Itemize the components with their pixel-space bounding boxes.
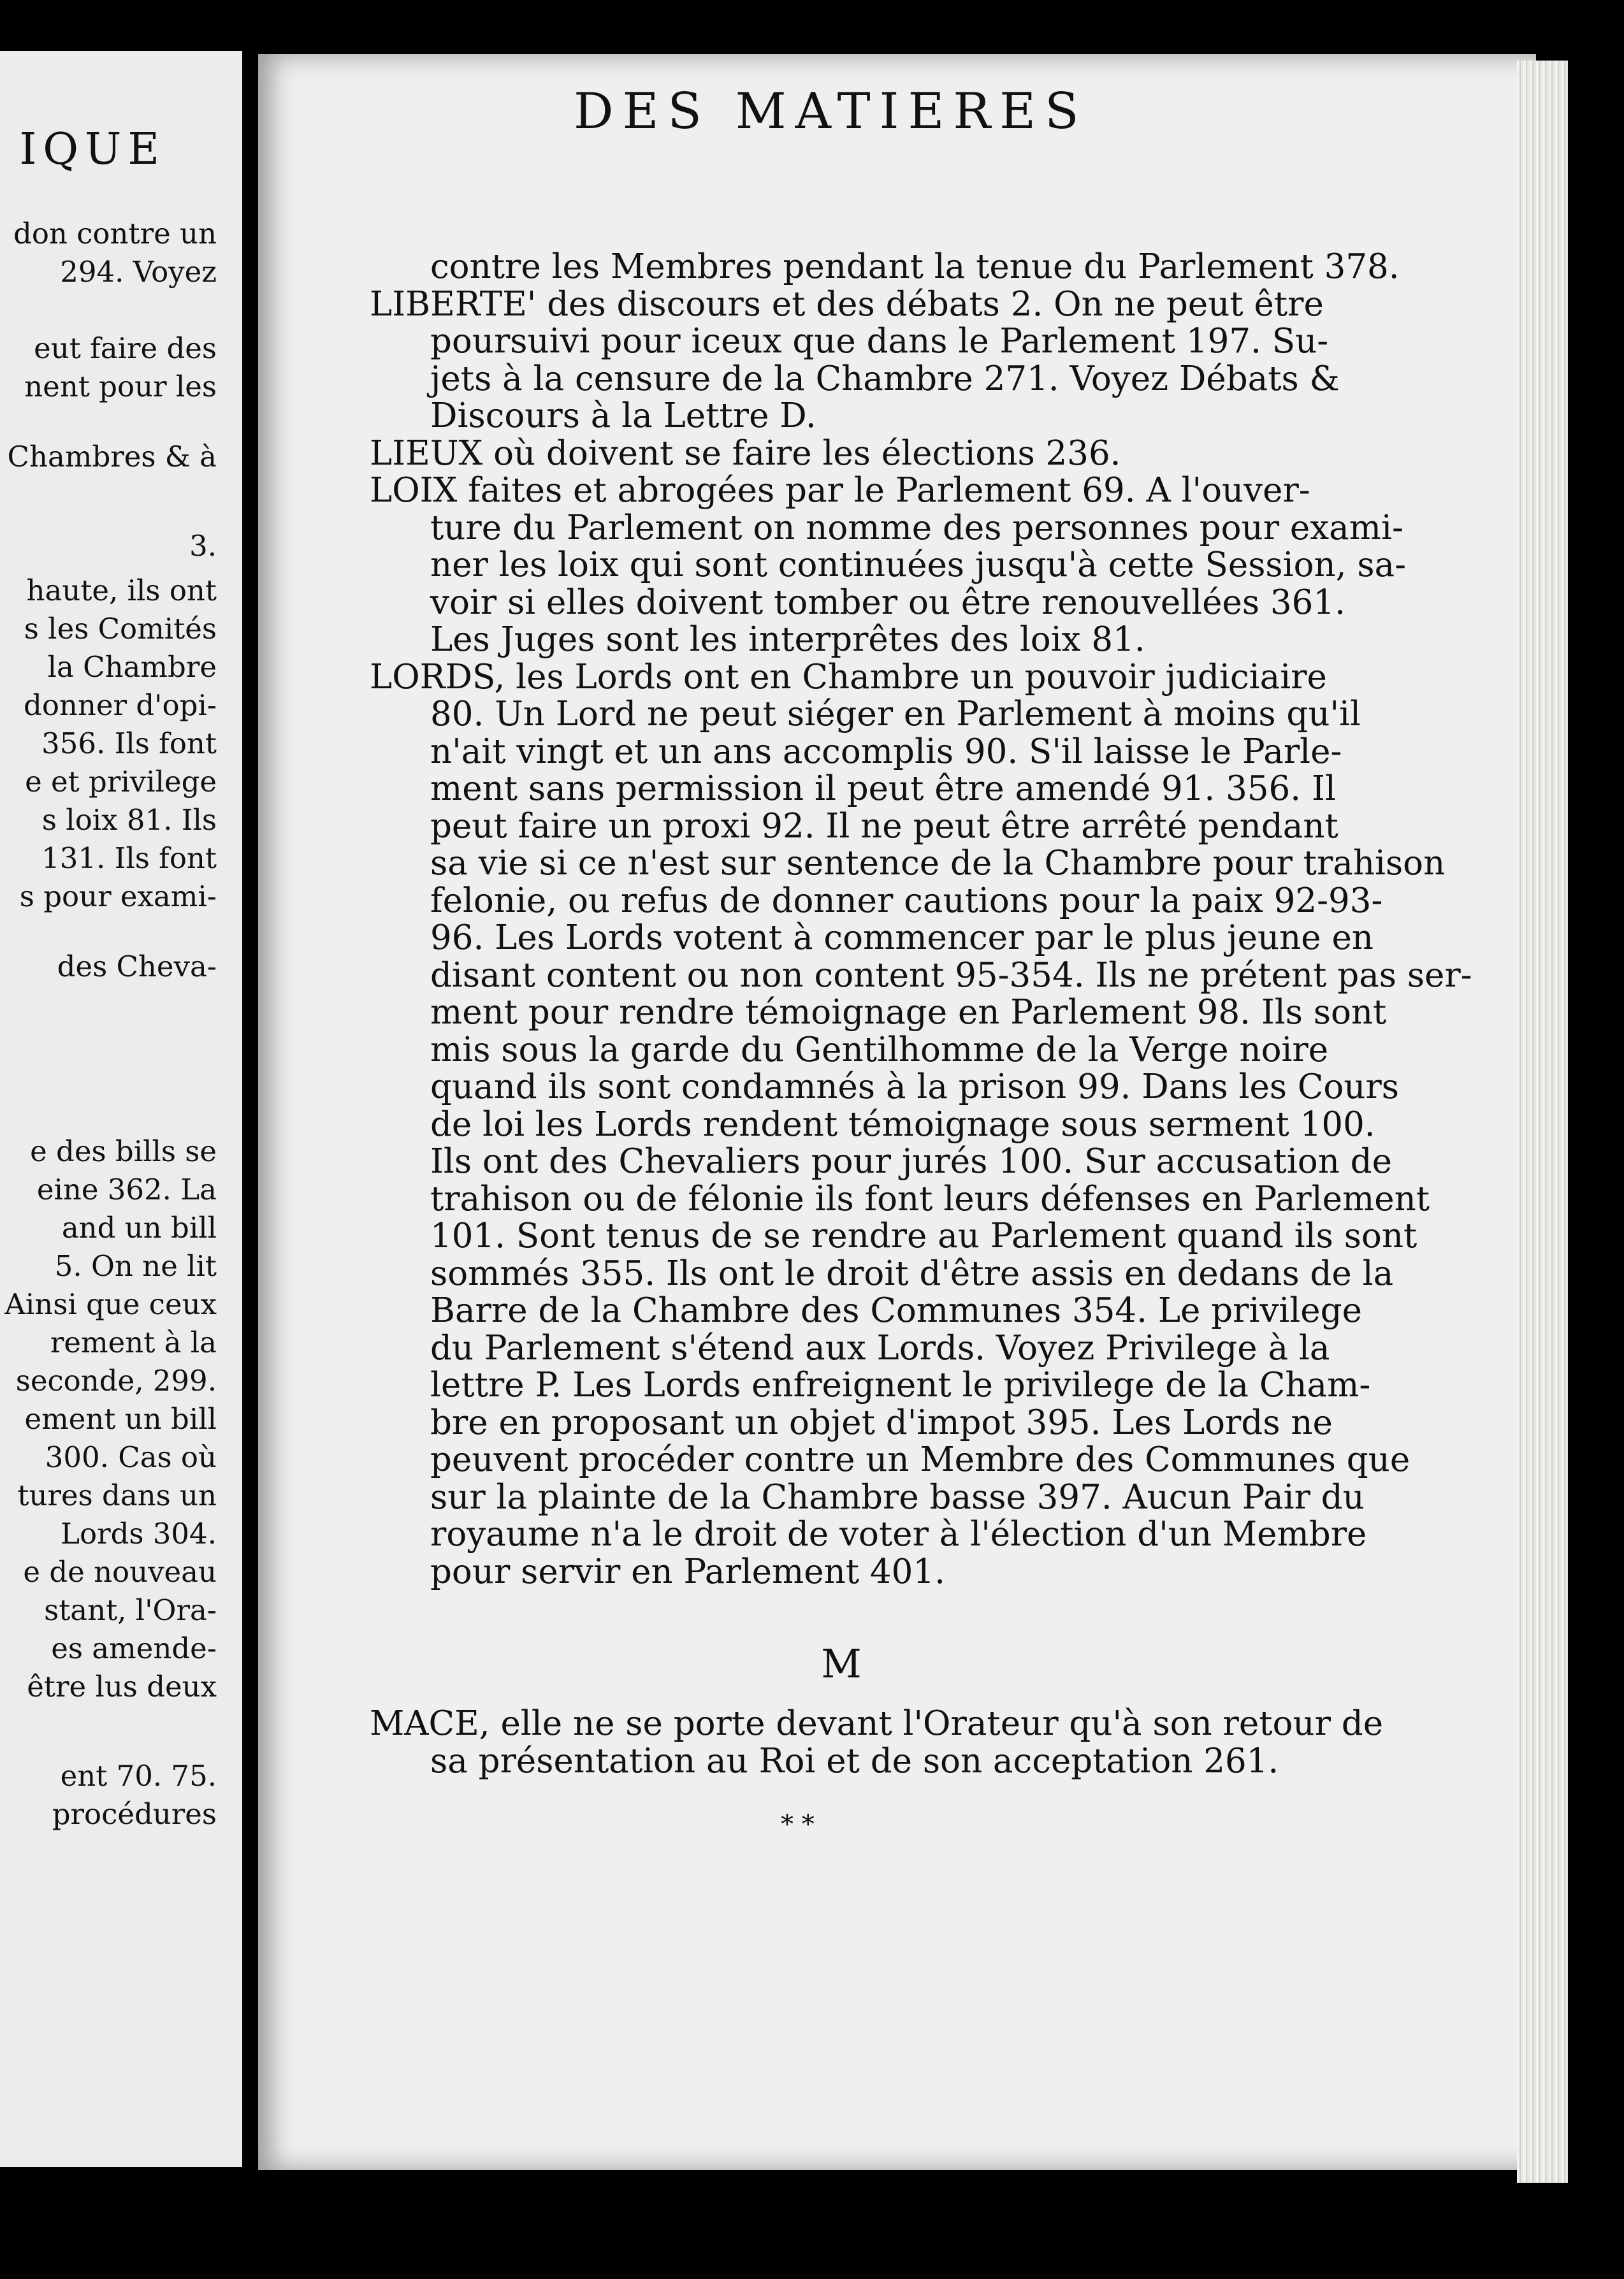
- left-page-line: ement un bill: [24, 1402, 217, 1436]
- entry-line: sa présentation au Roi et de son acceptation 261.: [430, 1741, 1279, 1781]
- entry-line: LORDS, les Lords ont en Chambre un pouvoir judiciaire: [370, 657, 1327, 697]
- left-page-line: Chambres & à: [7, 440, 217, 474]
- entry-line: ner les loix qui sont continuées jusqu'à cette Session, sa-: [430, 546, 1407, 584]
- entry-line: ment pour rendre témoignage en Parlement 98. Ils sont: [430, 993, 1387, 1032]
- entry-line: royaume n'a le droit de voter à l'élection d'un Membre: [430, 1515, 1367, 1554]
- left-page-line: nent pour les: [24, 370, 217, 403]
- page-edges: [1517, 61, 1568, 2183]
- entry-line: peuvent procéder contre un Membre des Communes que: [430, 1440, 1410, 1479]
- entry-line: peut faire un proxi 92. Il ne peut être arrêté pendant: [430, 806, 1338, 846]
- left-page-line: 300. Cas où: [45, 1440, 217, 1474]
- left-page-line: procédures: [52, 1797, 217, 1831]
- entry-line: lettre P. Les Lords enfreignent le privilege de la Cham-: [430, 1366, 1371, 1405]
- entry-line: LOIX faites et abrogées par le Parlement 69. A l'ouver-: [370, 471, 1310, 510]
- left-page-line: 5. On ne lit: [54, 1249, 217, 1283]
- left-page: [0, 51, 242, 2167]
- entry-line: sommés 355. Ils ont le droit d'être assis en dedans de la: [430, 1254, 1394, 1293]
- left-page-line: 356. Ils font: [41, 727, 217, 760]
- entry-line: 101. Sont tenus de se rendre au Parlement quand ils sont: [430, 1217, 1417, 1255]
- left-page-line: seconde, 299.: [15, 1364, 217, 1398]
- left-page-line: s loix 81. Ils: [41, 803, 217, 837]
- left-page-line: haute, ils ont: [26, 574, 217, 607]
- entry-lieux: [370, 435, 1313, 473]
- left-page-line: rement à la: [50, 1326, 217, 1359]
- left-page-line: don contre un: [13, 217, 217, 250]
- entry-line: n'ait vingt et un ans accomplis 90. S'il laisse le Parle-: [430, 732, 1342, 771]
- entry-line: poursuivi pour iceux que dans le Parlement 197. Su-: [430, 322, 1329, 361]
- left-page-line: e et privilege: [25, 765, 217, 799]
- entry-line: disant content ou non content 95-354. Ils ne prétent pas ser-: [430, 955, 1472, 995]
- left-page-running-head: IQUE: [19, 124, 166, 175]
- left-page-line: e des bills se: [30, 1134, 217, 1168]
- entry-liberte: [370, 284, 1340, 435]
- entry-line: mis sous la garde du Gentilhomme de la Verge noire: [430, 1030, 1329, 1069]
- entry-continuation: [370, 247, 1400, 286]
- entry-lords: [370, 657, 1472, 1591]
- entry-line: Barre de la Chambre des Communes 354. Le privilege: [430, 1291, 1362, 1330]
- entry-line: 96. Les Lords votent à commencer par le plus jeune en: [430, 918, 1374, 957]
- left-page-line: ent 70. 75.: [60, 1759, 217, 1793]
- printer-ornament-stars: * *: [781, 1810, 815, 1839]
- entry-line: Discours à la Lettre D.: [430, 396, 816, 435]
- left-page-line: es amende-: [51, 1631, 217, 1665]
- entry-line: Les Juges sont les interprêtes des loix 81.: [430, 620, 1145, 659]
- left-page-line: 3.: [189, 529, 217, 563]
- entry-line: sa vie si ce n'est sur sentence de la Chambre pour trahison: [430, 844, 1446, 883]
- entry-line: sur la plainte de la Chambre basse 397. Aucun Pair du: [430, 1477, 1365, 1517]
- entry-line: trahison ou de félonie ils font leurs défenses en Parlement: [430, 1179, 1430, 1219]
- left-page-line: être lus deux: [27, 1670, 217, 1704]
- left-page-line: 131. Ils font: [41, 841, 217, 875]
- entry-loix: [370, 471, 1407, 659]
- left-page-line: stant, l'Ora-: [44, 1593, 217, 1627]
- section-letter-heading: M: [821, 1640, 862, 1687]
- entry-line: LIEUX où doivent se faire les élections 236.: [370, 433, 1121, 473]
- entry-line: pour servir en Parlement 401.: [430, 1552, 945, 1591]
- left-page-line: la Chambre: [47, 650, 217, 684]
- entry-line: Ils ont des Chevaliers pour jurés 100. Sur accusation de: [430, 1142, 1392, 1181]
- left-page-line: donner d'opi-: [24, 688, 217, 722]
- entry-line: jets à la censure de la Chambre 271. Voyez Débats &: [430, 359, 1340, 398]
- left-page-line: s pour exami-: [19, 879, 217, 913]
- entry-line: contre les Membres pendant la tenue du Parlement 378.: [430, 247, 1400, 286]
- left-page-line: and un bill: [61, 1211, 217, 1245]
- entry-line: MACE, elle ne se porte devant l'Orateur qu'à son retour de: [370, 1704, 1384, 1743]
- entry-line: du Parlement s'étend aux Lords. Voyez Privilege à la: [430, 1328, 1330, 1368]
- entry-line: bre en proposant un objet d'impot 395. Les Lords ne: [430, 1403, 1333, 1442]
- entry-line: ture du Parlement on nomme des personnes pour exami-: [430, 508, 1403, 547]
- left-page-line: Ainsi que ceux: [4, 1287, 217, 1321]
- left-page-line: Lords 304.: [61, 1517, 217, 1551]
- entry-line: 80. Un Lord ne peut siéger en Parlement à moins qu'il: [430, 695, 1361, 734]
- left-page-line: tures dans un: [17, 1479, 217, 1512]
- entry-line: felonie, ou refus de donner cautions pour la paix 92-93-: [430, 881, 1383, 920]
- left-page-line: eut faire des: [34, 331, 217, 365]
- running-head: DES MATIERES: [574, 83, 1088, 140]
- left-page-line: eine 362. La: [36, 1173, 217, 1206]
- index-entries: [370, 247, 1472, 1781]
- left-page-line: 294. Voyez: [60, 255, 217, 289]
- left-page-line: e de nouveau: [23, 1555, 217, 1589]
- entry-line: LIBERTE' des discours et des débats 2. On ne peut être: [370, 284, 1324, 324]
- left-page-line: s les Comités: [24, 612, 217, 646]
- entry-mace: [370, 1704, 1384, 1781]
- entry-line: quand ils sont condamnés à la prison 99. Dans les Cours: [430, 1067, 1399, 1106]
- entry-line: de loi les Lords rendent témoignage sous serment 100.: [430, 1104, 1375, 1144]
- entry-line: ment sans permission il peut être amendé 91. 356. Il: [430, 769, 1336, 808]
- entry-line: voir si elles doivent tomber ou être renouvellées 361.: [430, 582, 1345, 622]
- left-page-line: des Cheva-: [57, 950, 217, 983]
